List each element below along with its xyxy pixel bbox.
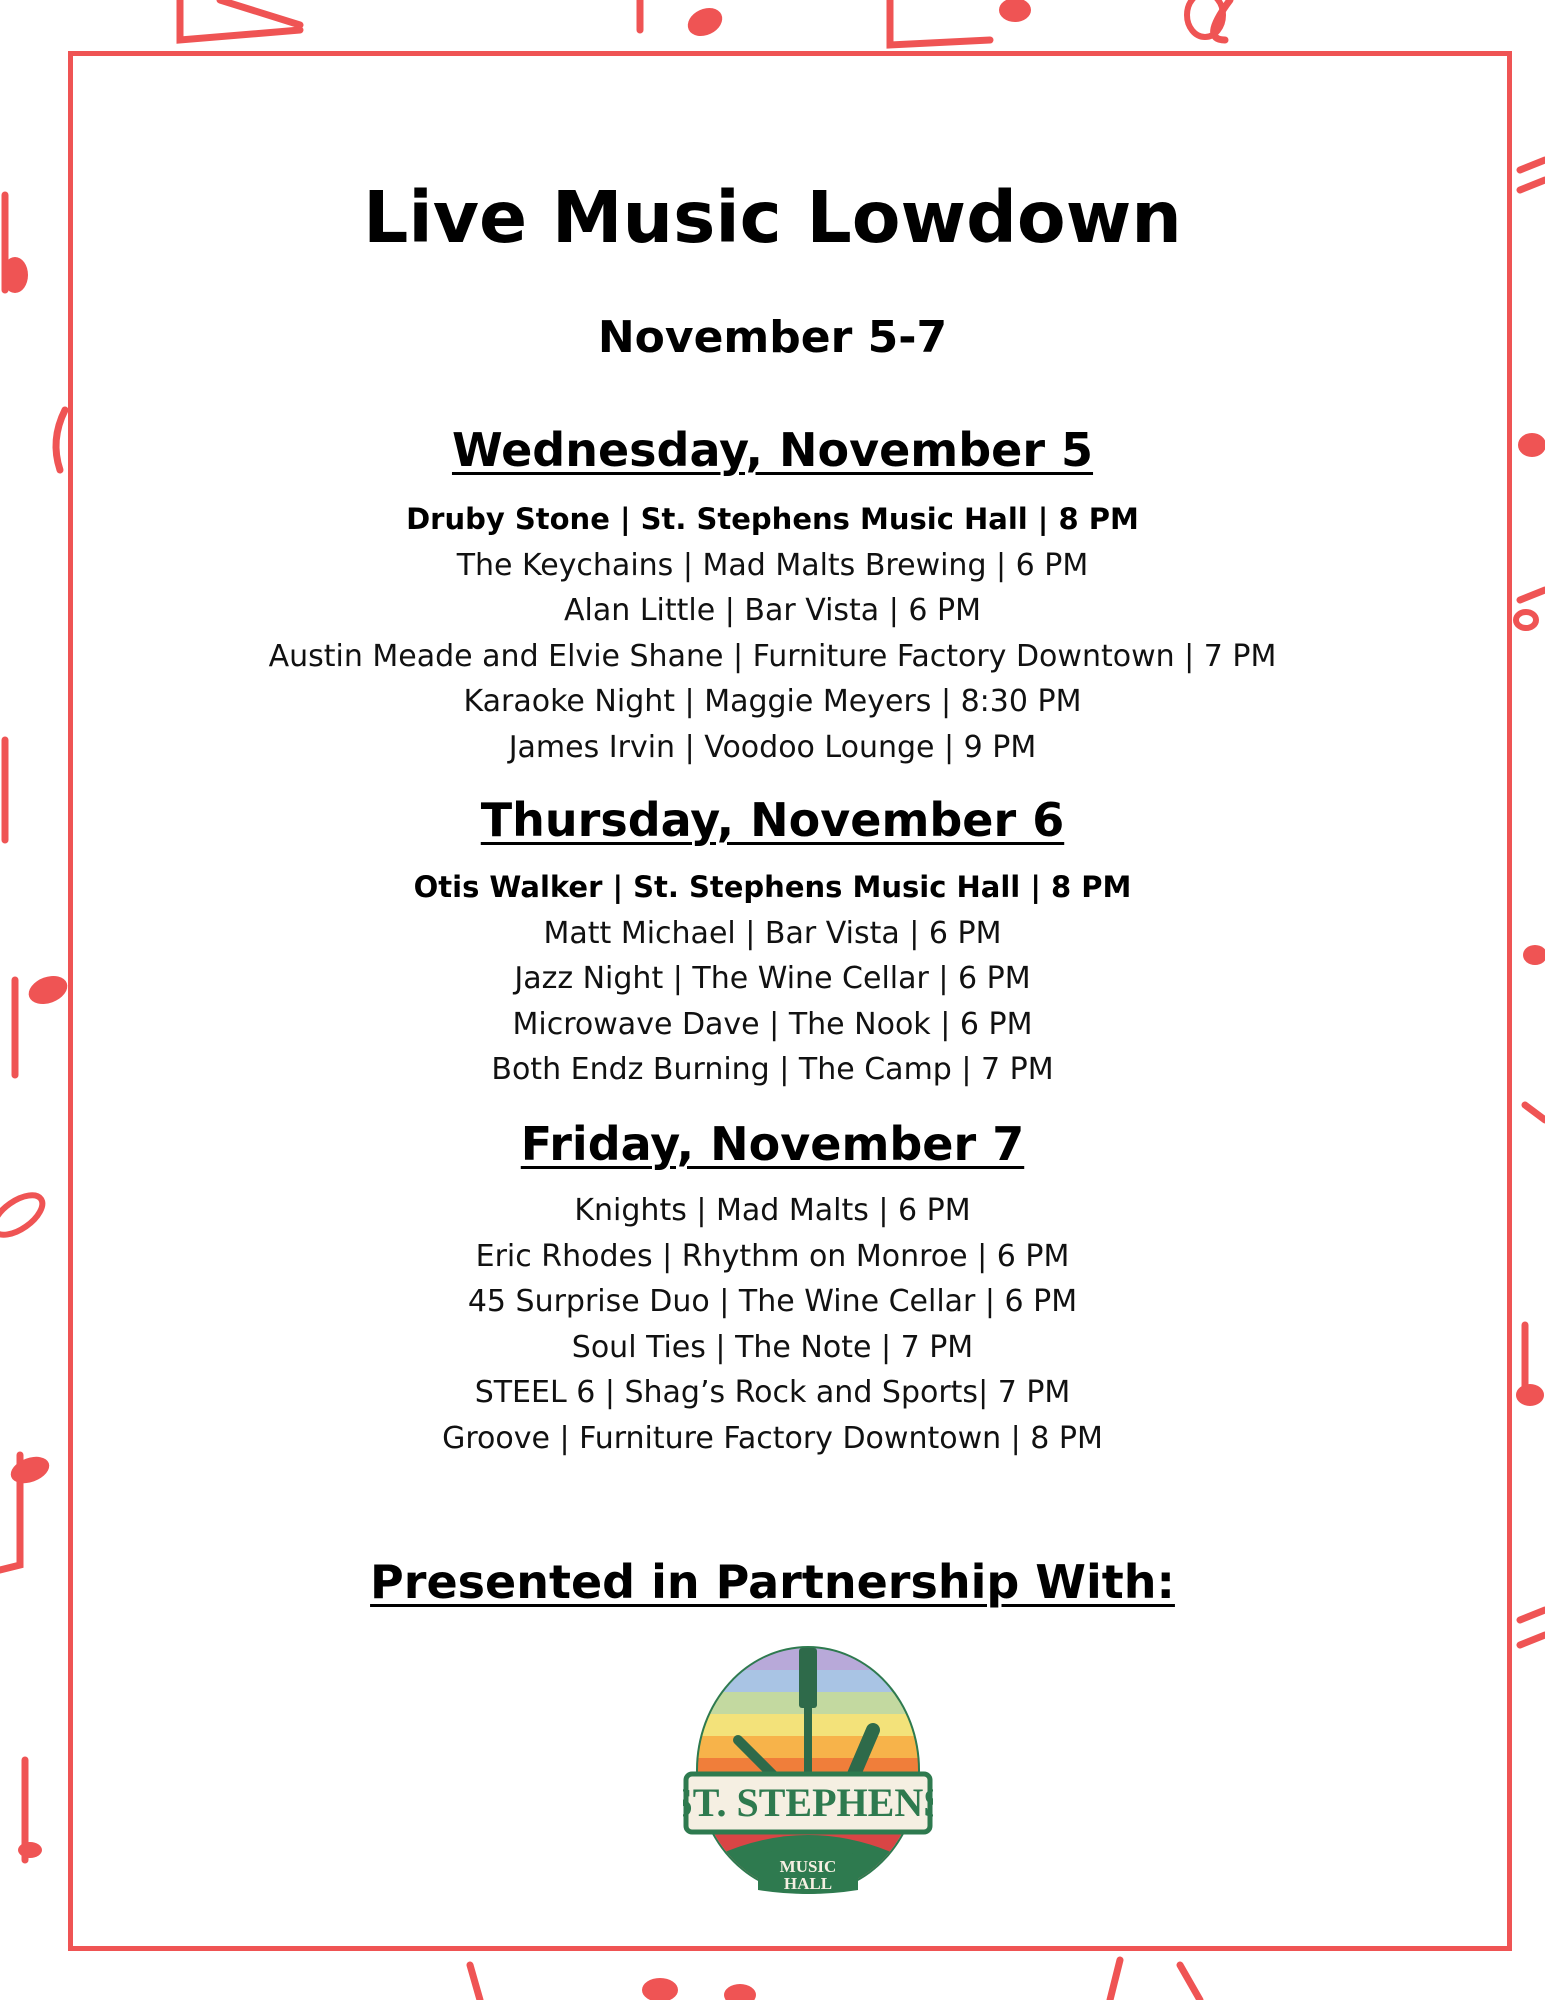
event-item: Otis Walker | St. Stephens Music Hall | 8 PM xyxy=(413,870,1132,904)
st-stephens-logo xyxy=(683,1640,933,1895)
event-item: Soul Ties | The Note | 7 PM xyxy=(571,1329,974,1365)
event-item: Both Endz Burning | The Camp | 7 PM xyxy=(491,1052,1054,1087)
event-item: Matt Michael | Bar Vista | 6 PM xyxy=(543,915,1002,951)
partner-heading: Presented in Partnership With: xyxy=(370,1555,1175,1609)
logo-hall-text: HALL xyxy=(783,1874,833,1893)
logo-name-text: ST. STEPHENS xyxy=(683,1780,933,1825)
day-heading-friday: Friday, November 7 xyxy=(520,1117,1025,1171)
event-item: Microwave Dave | The Nook | 6 PM xyxy=(512,1006,1033,1042)
event-item: Knights | Mad Malts | 6 PM xyxy=(574,1193,971,1228)
event-item: Alan Little | Bar Vista | 6 PM xyxy=(564,593,981,628)
day-heading-thursday: Thursday, November 6 xyxy=(480,793,1065,847)
event-item: James Irvin | Voodoo Lounge | 9 PM xyxy=(508,729,1037,765)
event-list-thursday xyxy=(0,865,1545,1093)
event-item: Druby Stone | St. Stephens Music Hall | 8 PM xyxy=(406,502,1139,536)
event-item: 45 Surprise Duo | The Wine Cellar | 6 PM xyxy=(467,1284,1078,1319)
event-list-friday xyxy=(0,1188,1545,1461)
flyer-title: Live Music Lowdown xyxy=(363,176,1182,259)
event-item: Austin Meade and Elvie Shane | Furniture Factory Downtown | 7 PM xyxy=(268,638,1277,674)
event-item: The Keychains | Mad Malts Brewing | 6 PM xyxy=(456,547,1089,583)
event-item: Karaoke Night | Maggie Meyers | 8:30 PM xyxy=(463,684,1082,719)
event-item: Jazz Night | The Wine Cellar | 6 PM xyxy=(514,961,1031,996)
day-heading-wednesday: Wednesday, November 5 xyxy=(451,423,1094,477)
event-item: Eric Rhodes | Rhythm on Monroe | 6 PM xyxy=(475,1238,1070,1274)
logo-music-text: MUSIC xyxy=(779,1857,837,1876)
event-item: STEEL 6 | Shag’s Rock and Sports| 7 PM xyxy=(474,1375,1071,1410)
guitar-fiddle-bottle-logo-icon xyxy=(683,1640,933,1895)
event-list-wednesday xyxy=(0,497,1545,770)
flyer-date-range: November 5-7 xyxy=(597,312,948,363)
event-item: Groove | Furniture Factory Downtown | 8 PM xyxy=(442,1420,1103,1456)
